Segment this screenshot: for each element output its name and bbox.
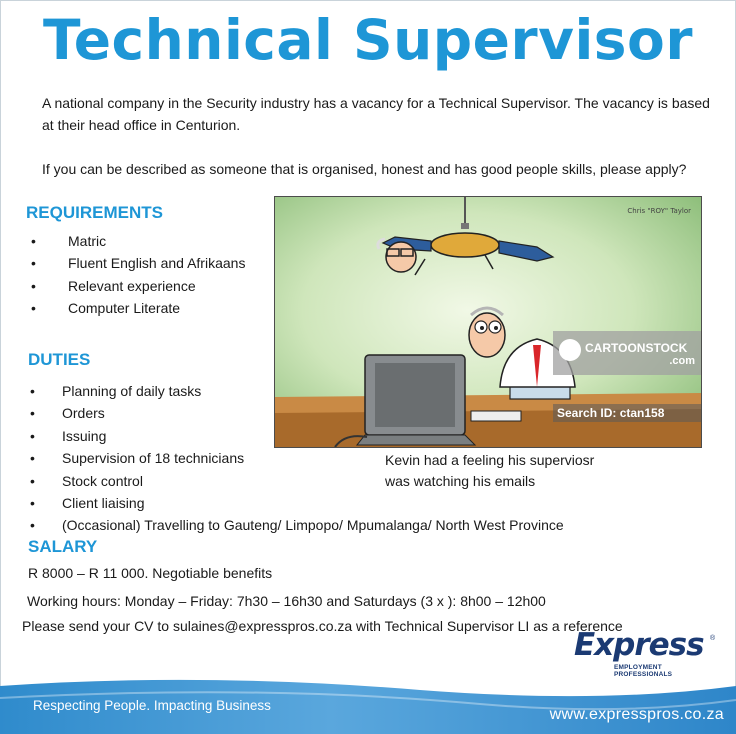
bullet: •	[30, 450, 35, 467]
bullet: •	[31, 300, 36, 317]
watermark-brand: CARTOONSTOCK	[585, 341, 688, 355]
requirements-heading: REQUIREMENTS	[26, 203, 163, 222]
cartoon-signature: Chris "ROY" Taylor	[627, 207, 691, 215]
intro-paragraph-2: If you can be described as someone that is organised, honest and has good people skills, please apply?	[42, 161, 687, 177]
bullet: •	[31, 277, 36, 294]
list-item: • Orders	[30, 402, 630, 424]
duties-heading: DUTIES	[28, 350, 91, 369]
working-hours: Working hours: Monday – Friday: 7h30 – 16h30 and Saturdays (3 x ): 8h00 – 12h00	[27, 593, 546, 609]
list-item: • Planning of daily tasks	[30, 380, 630, 402]
intro-text	[42, 92, 722, 180]
cartoonstock-watermark	[553, 331, 702, 375]
cartoon-caption	[385, 450, 594, 492]
salary-range: R 8000 – R 11 000. Negotiable benefits	[28, 565, 273, 581]
cartoonstock-logo-icon	[559, 339, 581, 361]
bullet: •	[30, 383, 35, 399]
apply-instructions: Please send your CV to sulaines@expresspros.co.za with Technical Supervisor LI as a reference	[22, 618, 623, 634]
bullet: •	[30, 494, 35, 511]
footer-url[interactable]: www.expresspros.co.za	[549, 706, 724, 723]
list-item: • Relevant experience	[31, 275, 271, 297]
search-id-label: Search ID: ctan158	[553, 404, 702, 422]
list-item: • Issuing	[30, 425, 630, 447]
requirements-list	[31, 230, 271, 320]
list-item: • Supervision of 18 technicians	[30, 447, 630, 469]
salary-heading: SALARY	[28, 537, 98, 556]
bullet: •	[30, 517, 35, 534]
logo-subtitle: EMPLOYMENT PROFESSIONALS	[614, 664, 673, 678]
footer-tagline: Respecting People. Impacting Business	[33, 698, 271, 713]
list-item: • Matric	[31, 230, 271, 252]
logo-registered-mark: ®	[710, 635, 716, 642]
page-title: Technical Supervisor	[43, 8, 693, 72]
express-logo	[574, 627, 718, 678]
list-item: • Computer Literate	[31, 297, 271, 319]
bullet: •	[30, 472, 35, 489]
watermark-domain: .com	[669, 355, 695, 367]
cartoon-image	[274, 196, 702, 448]
bullet: •	[30, 427, 35, 444]
bullet: •	[31, 255, 36, 272]
list-item: • (Occasional) Travelling to Gauteng/ Limpopo/ Mpumalanga/ North West Province	[30, 514, 630, 536]
caption-line-1: Kevin had a feeling his superviosr	[385, 452, 595, 468]
list-item: • Stock control	[30, 470, 630, 492]
logo-wordmark: Express	[574, 627, 704, 663]
bullet: •	[30, 405, 35, 422]
list-item: • Client liaising	[30, 492, 630, 514]
caption-line-2: was watching his emails	[385, 473, 536, 489]
bullet: •	[31, 233, 36, 249]
list-item: • Fluent English and Afrikaans	[31, 252, 271, 274]
intro-paragraph-1: A national company in the Security industry has a vacancy for a Technical Supervisor. The vacancy is based at their head office in Centurion.	[42, 95, 710, 133]
